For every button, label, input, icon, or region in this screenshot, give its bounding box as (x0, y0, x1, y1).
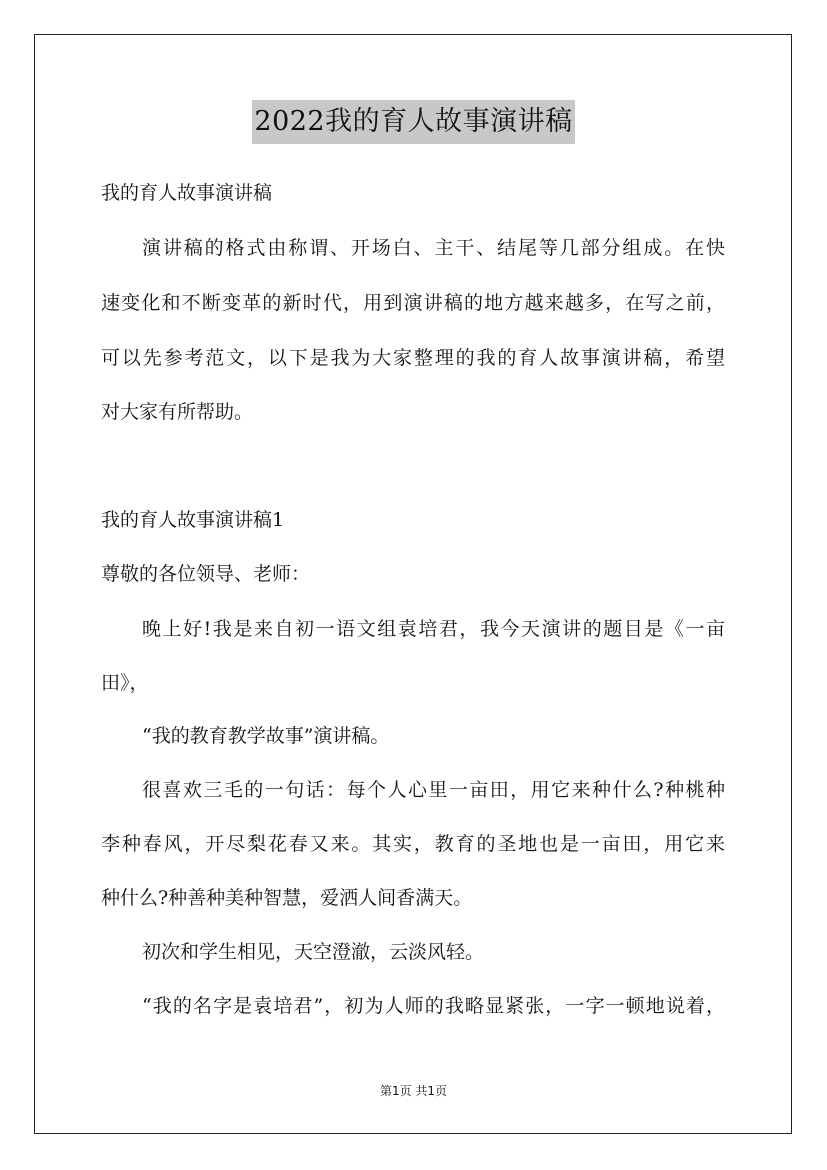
body-line: 种什么?种善种美种智慧，爱洒人间香满天。 (101, 887, 473, 909)
body-line: 初次和学生相见，天空澄澈，云淡风轻。 (142, 941, 485, 963)
body-line: “我的教育教学故事”演讲稿。 (142, 725, 390, 747)
body-line: 晚上好!我是来自初一语文组袁培君，我今天演讲的题目是《一亩 (142, 618, 725, 640)
intro-line: 对大家有所帮助。 (101, 401, 254, 423)
intro-line: 演讲稿的格式由称谓、开场白、主干、结尾等几部分组成。在快 (142, 237, 725, 259)
body-line: “我的名字是袁培君”，初为人师的我略显紧张，一字一顿地说着， (142, 995, 725, 1017)
intro-line: 速变化和不断变革的新时代，用到演讲稿的地方越来越多，在写之前， (101, 292, 725, 314)
body-line: 李种春风，开尽梨花春又来。其实，教育的圣地也是一亩田，用它来 (101, 833, 725, 855)
document-title: 2022我的育人故事演讲稿 (252, 100, 574, 144)
section-heading: 我的育人故事演讲稿1 (101, 509, 285, 531)
document-subtitle: 我的育人故事演讲稿 (101, 182, 273, 204)
body-line: 田》， (101, 672, 149, 694)
intro-line: 可以先参考范文，以下是我为大家整理的我的育人故事演讲稿，希望 (101, 347, 725, 369)
title-container (0, 100, 827, 144)
body-line: 很喜欢三毛的一句话：每个人心里一亩田，用它来种什么?种桃种 (142, 779, 725, 801)
salutation: 尊敬的各位领导、老师： (101, 563, 311, 585)
page-footer: 第1页 共1页 (379, 1084, 448, 1098)
